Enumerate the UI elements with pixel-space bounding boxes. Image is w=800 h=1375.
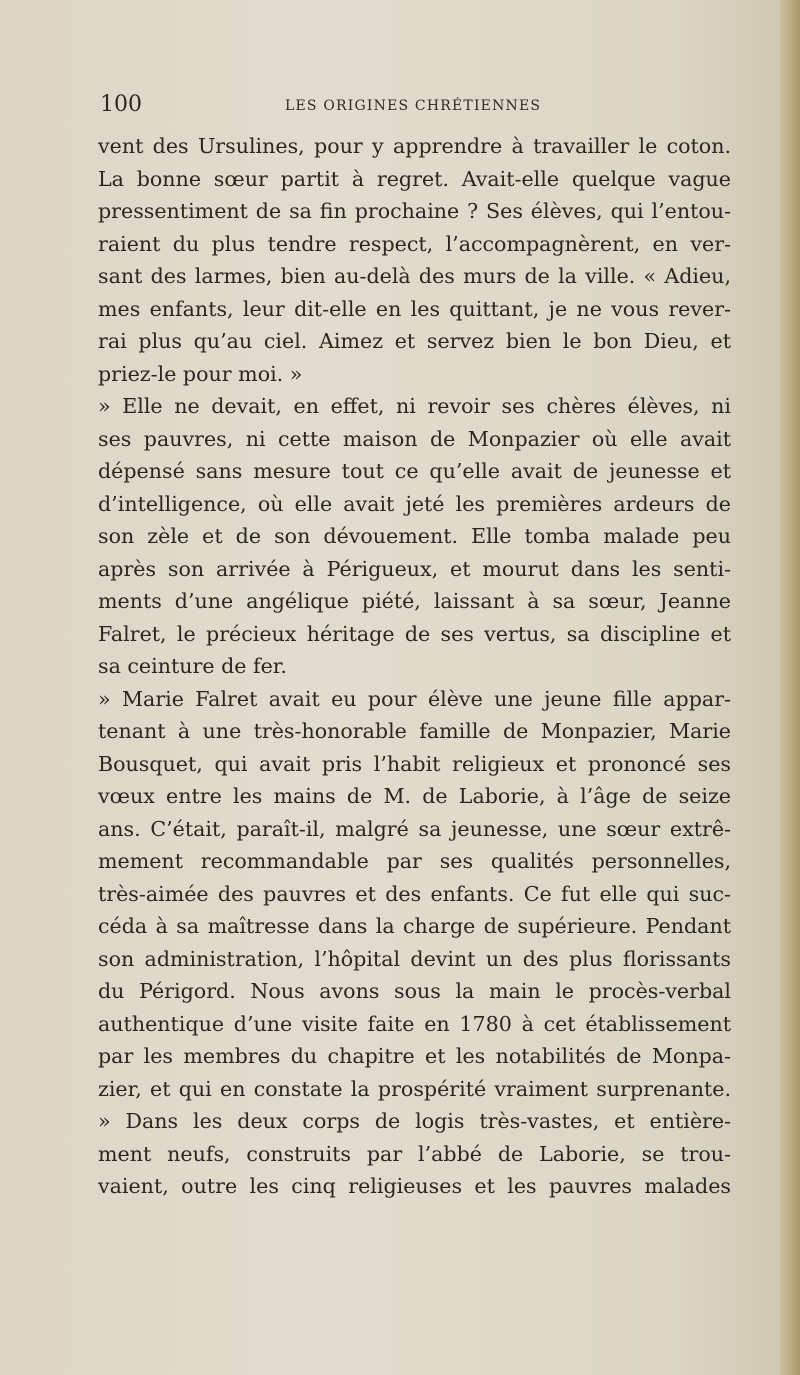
text-line: tenant à une très-honorable famille de Monpazier, Marie bbox=[98, 719, 731, 743]
text-line: vœux entre les mains de M. de Laborie, à l’âge de seize bbox=[98, 784, 731, 808]
running-title: LES ORIGINES CHRÉTIENNES bbox=[285, 98, 542, 114]
text-line: authentique d’une visite faite en 1780 à cet établissement bbox=[98, 1011, 731, 1036]
text-line: ses pauvres, ni cette maison de Monpazier où elle avait bbox=[98, 426, 731, 451]
page-header bbox=[100, 92, 730, 122]
text-line: Bousquet, qui avait pris l’habit religieux et prononcé ses bbox=[98, 751, 731, 776]
text-line: mement recommandable par ses qualités personnelles, bbox=[98, 849, 731, 873]
text-line: vent des Ursulines, pour y apprendre à travailler le coton. bbox=[98, 134, 731, 158]
text-line: ment neufs, construits par l’abbé de Laborie, se trou- bbox=[98, 1141, 731, 1166]
text-line: du Périgord. Nous avons sous la main le procès-verbal bbox=[98, 979, 731, 1003]
text-line: sant des larmes, bien au-delà des murs de la ville. « Adieu, bbox=[98, 264, 731, 288]
text-line: pressentiment de sa fin prochaine ? Ses élèves, qui l’entou- bbox=[98, 199, 731, 223]
text-line: vaient, outre les cinq religieuses et les pauvres malades bbox=[98, 1174, 731, 1198]
text-line: Falret, le précieux héritage de ses vertus, sa discipline et bbox=[98, 621, 731, 646]
text-line: par les membres du chapitre et les notabilités de Monpa- bbox=[98, 1044, 731, 1068]
text-line: ments d’une angélique piété, laissant à sa sœur, Jeanne bbox=[98, 589, 731, 613]
text-line: priez-le pour moi. » bbox=[98, 361, 303, 386]
text-line: son zèle et de son dévouement. Elle tomba malade peu bbox=[98, 524, 731, 548]
text-line: son administration, l’hôpital devint un des plus florissants bbox=[98, 946, 731, 971]
page-edge bbox=[780, 0, 800, 1375]
text-line: » Dans les deux corps de logis très-vastes, et entière- bbox=[98, 1109, 731, 1133]
body-text bbox=[98, 130, 731, 1203]
text-line: La bonne sœur partit à regret. Avait-elle quelque vague bbox=[98, 166, 731, 191]
text-line: après son arrivée à Périgueux, et mourut dans les senti- bbox=[98, 556, 731, 581]
text-line: raient du plus tendre respect, l’accompagnèrent, en ver- bbox=[98, 231, 731, 256]
text-line: » Elle ne devait, en effet, ni revoir ses chères élèves, ni bbox=[98, 394, 731, 418]
text-line: ans. C’était, paraît-il, malgré sa jeunesse, une sœur extrê- bbox=[98, 816, 731, 841]
text-line: très-aimée des pauvres et des enfants. Ce fut elle qui suc- bbox=[98, 881, 731, 906]
text-line: rai plus qu’au ciel. Aimez et servez bien le bon Dieu, et bbox=[98, 329, 731, 353]
text-line: d’intelligence, où elle avait jeté les premières ardeurs de bbox=[98, 491, 731, 516]
text-line: zier, et qui en constate la prospérité vraiment surprenante. bbox=[98, 1076, 731, 1101]
text-line: » Marie Falret avait eu pour élève une jeune fille appar- bbox=[98, 686, 731, 711]
text-line: dépensé sans mesure tout ce qu’elle avait de jeunesse et bbox=[98, 459, 731, 483]
text-line: céda à sa maîtresse dans la charge de supérieure. Pendant bbox=[98, 914, 731, 938]
page-number: 100 bbox=[100, 92, 142, 117]
text-line: mes enfants, leur dit-elle en les quittant, je ne vous rever- bbox=[98, 296, 731, 321]
text-line: sa ceinture de fer. bbox=[98, 654, 287, 678]
